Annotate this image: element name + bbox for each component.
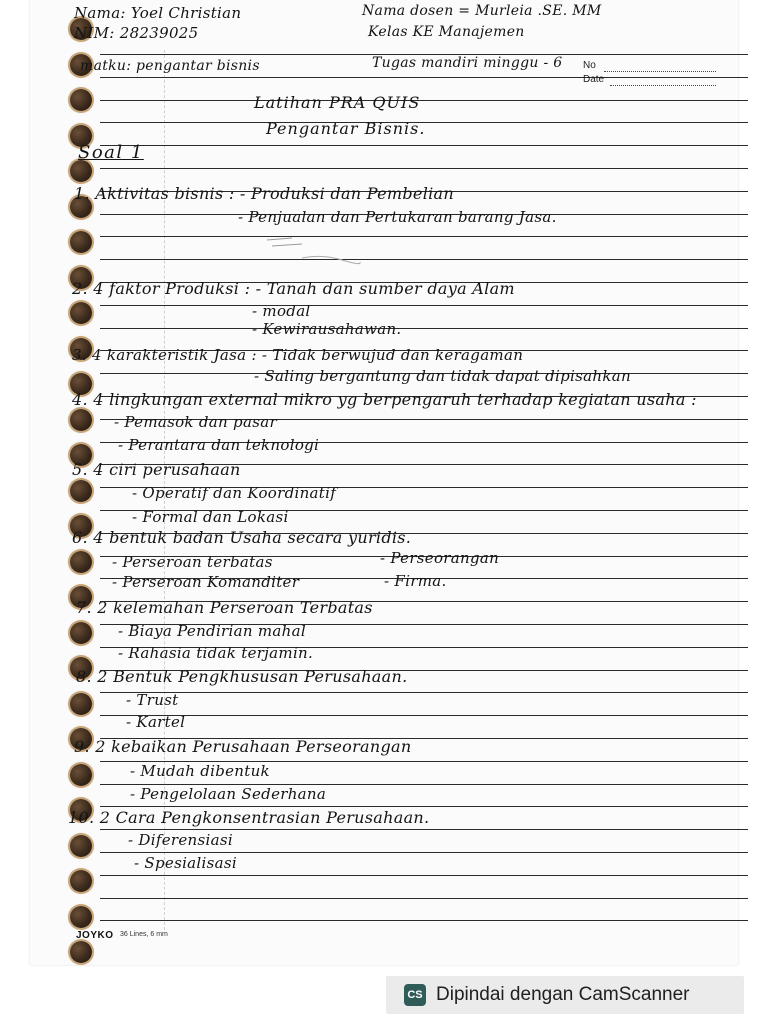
answer-line-2c: - Kewirausahawan. (252, 320, 402, 338)
rule-line (100, 692, 748, 693)
quiz-title: Latihan PRA QUIS (254, 93, 421, 112)
answer-line-1b: - Penjualan dan Pertukaran barang Jasa. (238, 208, 557, 226)
answer-line-1: 1. Aktivitas bisnis : - Produksi dan Pembelian (74, 184, 454, 203)
no-label: No (583, 60, 596, 71)
notebook-brand: JOYKO (76, 930, 114, 941)
binder-ring (70, 870, 92, 892)
answer-line-4a: - Pemasok dan pasar (114, 413, 277, 431)
no-dotline (604, 71, 716, 72)
binder-ring (70, 89, 92, 111)
answer-line-3b: - Saling bergantung dan tidak dapat dipisahkan (254, 367, 631, 385)
answer-line-3: 3. 4 karakteristik Jasa : - Tidak berwujud dan keragaman (72, 346, 524, 364)
task-title: Tugas mandiri minggu - 6 (372, 55, 563, 71)
answer-line-10b: - Spesialisasi (134, 854, 237, 872)
answer-line-4b: - Perantara dan teknologi (118, 436, 320, 454)
camscanner-watermark (386, 976, 744, 1014)
answer-line-5b: - Formal dan Lokasi (132, 508, 289, 526)
answer-line-9: 9. 2 kebaikan Perusahaan Perseorangan (74, 737, 412, 756)
answer-line-8: 8. 2 Bentuk Pengkhususan Perusahaan. (76, 667, 408, 686)
rule-line (100, 100, 748, 101)
answer-line-2b: - modal (252, 302, 311, 320)
answer-line-4: 4. 4 lingkungan external mikro yg berpengaruh terhadap kegiatan usaha : (72, 390, 697, 409)
answer-line-8a: - Trust (126, 691, 179, 709)
binder-ring (70, 835, 92, 857)
answer-line-2: 2. 4 faktor Produksi : - Tanah dan sumber daya Alam (72, 279, 515, 298)
binder-ring (70, 941, 92, 963)
answer-line-6b: - Perseorangan (380, 549, 500, 567)
binder-ring (70, 480, 92, 502)
rule-line (100, 259, 748, 260)
student-name: Nama: Yoel Christian (74, 4, 242, 22)
answer-line-9b: - Pengelolaan Sederhana (130, 785, 327, 803)
eraser-smudge (262, 232, 362, 272)
answer-line-5a: - Operatif dan Koordinatif (132, 484, 337, 502)
binder-ring (70, 231, 92, 253)
rule-line (100, 145, 748, 146)
rule-line (100, 305, 748, 306)
answer-line-9a: - Mudah dibentuk (130, 762, 270, 780)
binder-ring (70, 622, 92, 644)
rule-line (100, 852, 748, 853)
answer-line-10: 10. 2 Cara Pengkonsentrasian Perusahaan. (68, 808, 430, 827)
notebook-brand-info: 36 Lines, 6 mm (120, 931, 168, 938)
class-name: Kelas KE Manajemen (368, 24, 525, 40)
answer-line-10a: - Diferensiasi (128, 831, 233, 849)
rule-line (100, 920, 748, 921)
answer-line-7: 7. 2 kelemahan Perseroan Terbatas (76, 598, 373, 617)
rule-line (100, 328, 748, 329)
rule-line (100, 168, 748, 169)
answer-line-6c: - Perseroan Komanditer (112, 573, 300, 591)
answer-line-8b: - Kartel (126, 713, 186, 731)
date-dotline (610, 85, 716, 86)
binder-ring (70, 551, 92, 573)
binder-ring (70, 160, 92, 182)
binder-ring (70, 906, 92, 928)
lecturer-name: Nama dosen = Murleia .SE. MM (362, 3, 602, 19)
camscanner-logo-icon: CS (404, 984, 426, 1006)
answer-line-7b: - Rahasia tidak terjamin. (118, 644, 314, 662)
section-title: Soal 1 (78, 142, 144, 163)
binder-ring (70, 764, 92, 786)
camscanner-label: Dipindai dengan CamScanner (436, 984, 690, 1005)
answer-line-6a: - Perseroan terbatas (112, 553, 273, 571)
rule-line (100, 715, 748, 716)
rule-line (100, 898, 748, 899)
answer-line-5: 5. 4 ciri perusahaan (72, 460, 241, 479)
student-nim: NIM: 28239025 (74, 24, 199, 42)
rule-line (100, 77, 748, 78)
rule-line (100, 875, 748, 876)
answer-line-6d: - Firma. (384, 572, 447, 590)
course-name: matku: pengantar bisnis (80, 58, 260, 74)
date-label: Date (583, 74, 605, 85)
answer-line-6: 6. 4 bentuk badan Usaha secara yuridis. (72, 528, 412, 547)
binder-ring (70, 409, 92, 431)
quiz-subtitle: Pengantar Bisnis. (266, 119, 426, 138)
binder-ring (70, 302, 92, 324)
binder-ring (70, 693, 92, 715)
answer-line-7a: - Biaya Pendirian mahal (118, 622, 306, 640)
rule-line (100, 236, 748, 237)
